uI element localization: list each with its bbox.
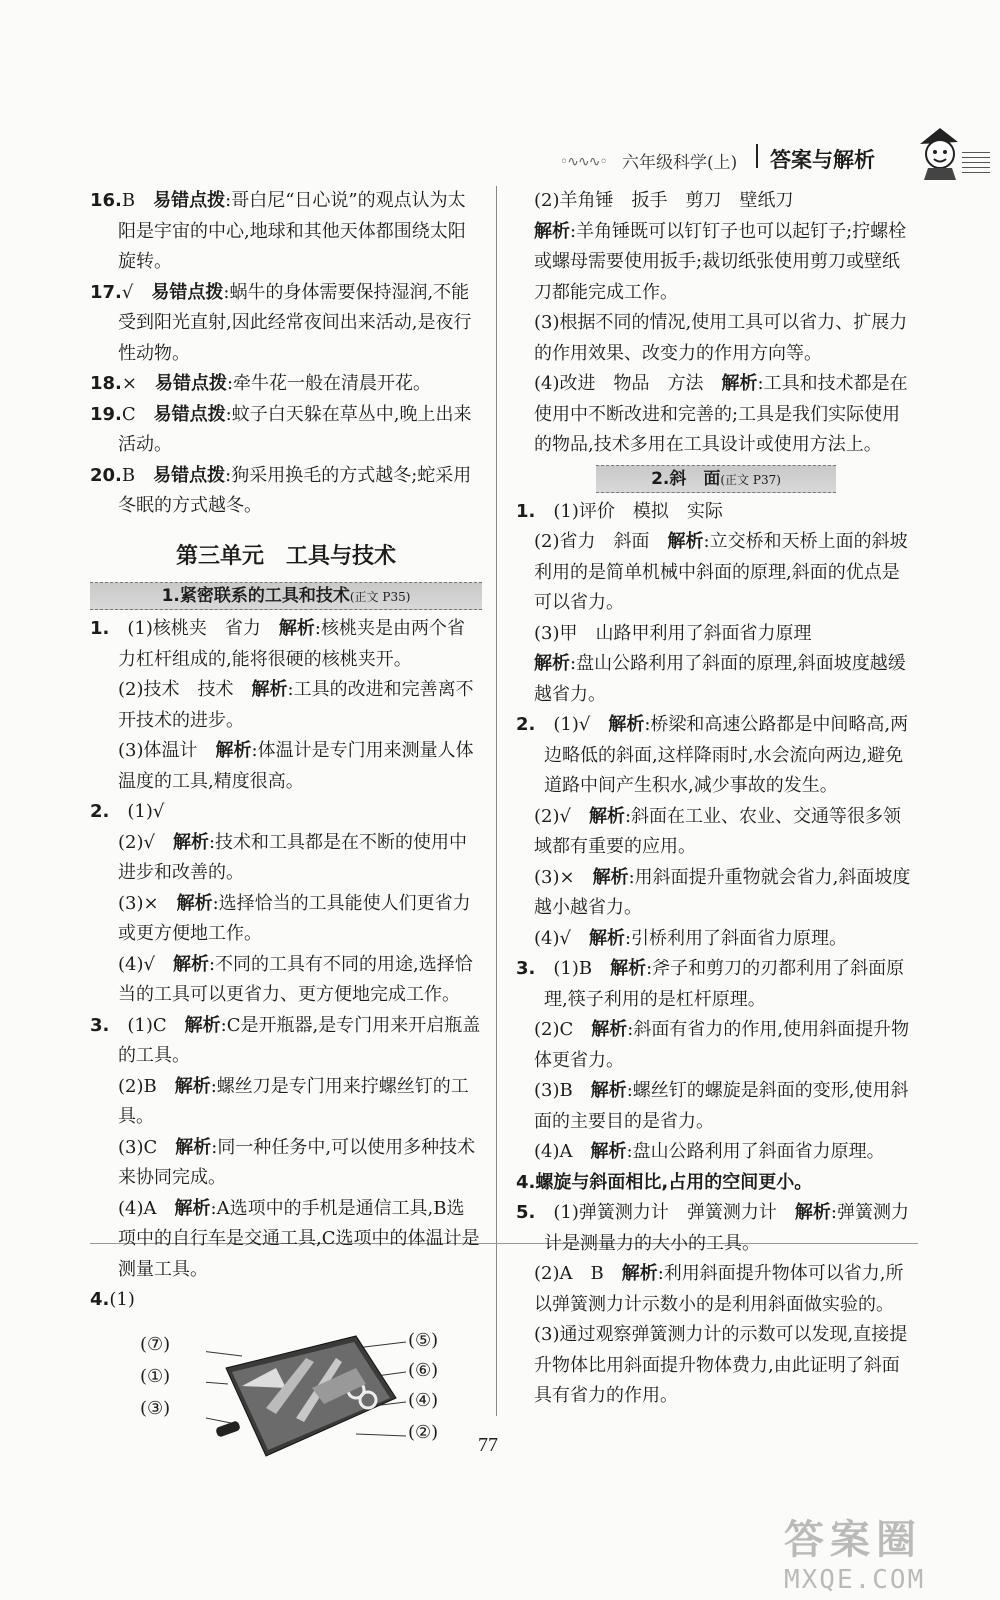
tool-label: (⑤) (408, 1329, 439, 1351)
answer-item: 19.C 易错点拨:蚊子白天躲在草丛中,晚上出来活动。 (90, 403, 472, 455)
answer-sub: (3)B 解析:螺丝钉的螺旋是斜面的变形,使用斜面的主要目的是省力。 (534, 1080, 909, 1132)
tool-label: (⑦) (140, 1333, 171, 1355)
header-separator (756, 144, 758, 168)
answer-item: 18.× 易错点拨:牵牛花一般在清晨开花。 (90, 373, 432, 394)
answer-item: 1. (1)核桃夹 省力 解析:核桃夹是由两个省力杠杆组成的,能将很硬的核桃夹开。 (90, 618, 465, 670)
answer-sub: 解析:盘山公路利用了斜面的原理,斜面坡度越缓越省力。 (534, 653, 906, 705)
toolbox-figure (90, 1316, 482, 1466)
answer-sub: (2)C 解析:斜面有省力的作用,使用斜面提升物体更省力。 (534, 1019, 910, 1071)
mascot-icon (914, 126, 966, 182)
answer-sub: (4)√ 解析:不同的工具有不同的用途,选择恰当的工具可以更省力、更方便地完成工作。 (118, 953, 473, 1005)
watermark-logo: 答案圈 MXQE.COM (784, 1517, 926, 1595)
answer-sub: (3)× 解析:用斜面提升重物就会省力,斜面坡度越小越省力。 (534, 866, 911, 918)
tool-label: (⑥) (408, 1359, 439, 1381)
answer-sub: (3)C 解析:同一种任务中,可以使用多种技术来协同完成。 (118, 1136, 476, 1188)
answer-sub: (2)羊角锤 扳手 剪刀 壁纸刀 (534, 190, 794, 211)
answer-sub: (3)通过观察弹簧测力计的示数可以发现,直接提升物体比用斜面提升物体费力,由此证明了斜面具有省力的作用。 (534, 1324, 908, 1406)
toolbox-image (206, 1328, 406, 1460)
answer-item: 2. (1)√ (90, 801, 165, 822)
tool-label: (②) (408, 1421, 439, 1443)
answer-item: 3. (1)B 解析:斧子和剪刀的刃都利用了斜面原理,筷子利用的是杠杆原理。 (516, 958, 905, 1010)
answer-sub: (3)根据不同的情况,使用工具可以省力、扩展力的作用效果、改变力的作用方向等。 (534, 312, 908, 364)
answer-sub: (2)技术 技术 解析:工具的改进和完善离不开技术的进步。 (118, 679, 474, 731)
column-divider (496, 186, 497, 1416)
answer-item: 20.B 易错点拨:狗采用换毛的方式越冬;蛇采用冬眠的方式越冬。 (90, 464, 472, 516)
header-lines-decoration (962, 152, 990, 174)
answer-item: 1. (1)评价 模拟 实际 (516, 500, 723, 522)
unit-title: 第三单元 工具与技术 (175, 543, 396, 569)
header-title: 答案与解析 (770, 148, 875, 172)
answer-sub: (4)改进 物品 方法 解析:工具和技术都是在使用中不断改进和完善的;工具是我们实际使用的物品,技术多用在工具设计或使用方法上。 (534, 373, 908, 455)
page-number: 77 (478, 1434, 498, 1456)
answer-sub: (4)A 解析:A选项中的手机是通信工具,B选项中的自行车是交通工具,C选项中的体温计是测量工具。 (118, 1197, 480, 1280)
answer-item: 17.√ 易错点拨:蜗牛的身体需要保持湿润,不能受到阳光直射,因此经常夜间出来活动,是夜行性动物。 (90, 281, 472, 364)
wave-decoration-icon: ◦∿∿∿◦ (560, 154, 607, 170)
section-banner: 2.斜 面(正文 P37) (596, 465, 836, 493)
right-column (516, 186, 916, 1412)
section-banner: 1.紧密联系的工具和技术(正文 P35) (90, 582, 482, 610)
tool-label: (③) (140, 1397, 171, 1419)
answer-sub: (2)√ 解析:斜面在工业、农业、交通等很多领域都有重要的应用。 (534, 805, 902, 857)
answer-sub: (3)× 解析:选择恰当的工具能使人们更省力或更方便地工作。 (118, 892, 471, 944)
answer-sub: (4)√ 解析:引桥利用了斜面省力原理。 (534, 927, 848, 949)
page-header (560, 140, 990, 180)
answer-item: 2. (1)√ 解析:桥梁和高速公路都是中间略高,两边略低的斜面,这样降雨时,水会流向两边,避免道路中间产生积水,减少事故的发生。 (516, 714, 909, 796)
tool-label: (④) (408, 1389, 439, 1411)
answer-item: 5. (1)弹簧测力计 弹簧测力计 解析:弹簧测力计是测量力的大小的工具。 (516, 1202, 909, 1254)
answer-sub: (4)A 解析:盘山公路利用了斜面省力原理。 (534, 1141, 885, 1162)
answer-item: 4.螺旋与斜面相比,占用的空间更小。 (516, 1171, 813, 1193)
answer-sub: (2)省力 斜面 解析:立交桥和天桥上面的斜坡利用的是简单机械中斜面的原理,斜面的优点是可以省力。 (534, 531, 908, 613)
tool-label: (①) (140, 1365, 171, 1387)
left-column (90, 186, 482, 1466)
answer-item: 3. (1)C 解析:C是开瓶器,是专门用来开启瓶盖的工具。 (90, 1014, 481, 1066)
answer-sub: (3)体温计 解析:体温计是专门用来测量人体温度的工具,精度很高。 (118, 740, 474, 792)
answer-item: 16.B 易错点拨:哥白尼“日心说”的观点认为太阳是宇宙的中心,地球和其他天体都围绕太阳旋转。 (90, 190, 466, 272)
answer-item: 4.(1) (90, 1289, 135, 1310)
answer-sub: (2)B 解析:螺丝刀是专门用来拧螺丝钉的工具。 (118, 1075, 469, 1127)
answer-sub: (2)√ 解析:技术和工具都是在不断的使用中进步和改善的。 (118, 831, 468, 883)
grade-label: 六年级科学(上) (622, 153, 738, 173)
answer-sub: (2)A B 解析:利用斜面提升物体可以省力,所以弹簧测力计示数小的是利用斜面做实验的。 (534, 1263, 904, 1315)
answer-sub: 解析:羊角锤既可以钉钉子也可以起钉子;拧螺栓或螺母需要使用扳手;裁切纸张使用剪刀或壁纸刀都能完成工作。 (534, 220, 907, 303)
answer-sub: (3)甲 山路甲利用了斜面省力原理 (534, 622, 812, 644)
